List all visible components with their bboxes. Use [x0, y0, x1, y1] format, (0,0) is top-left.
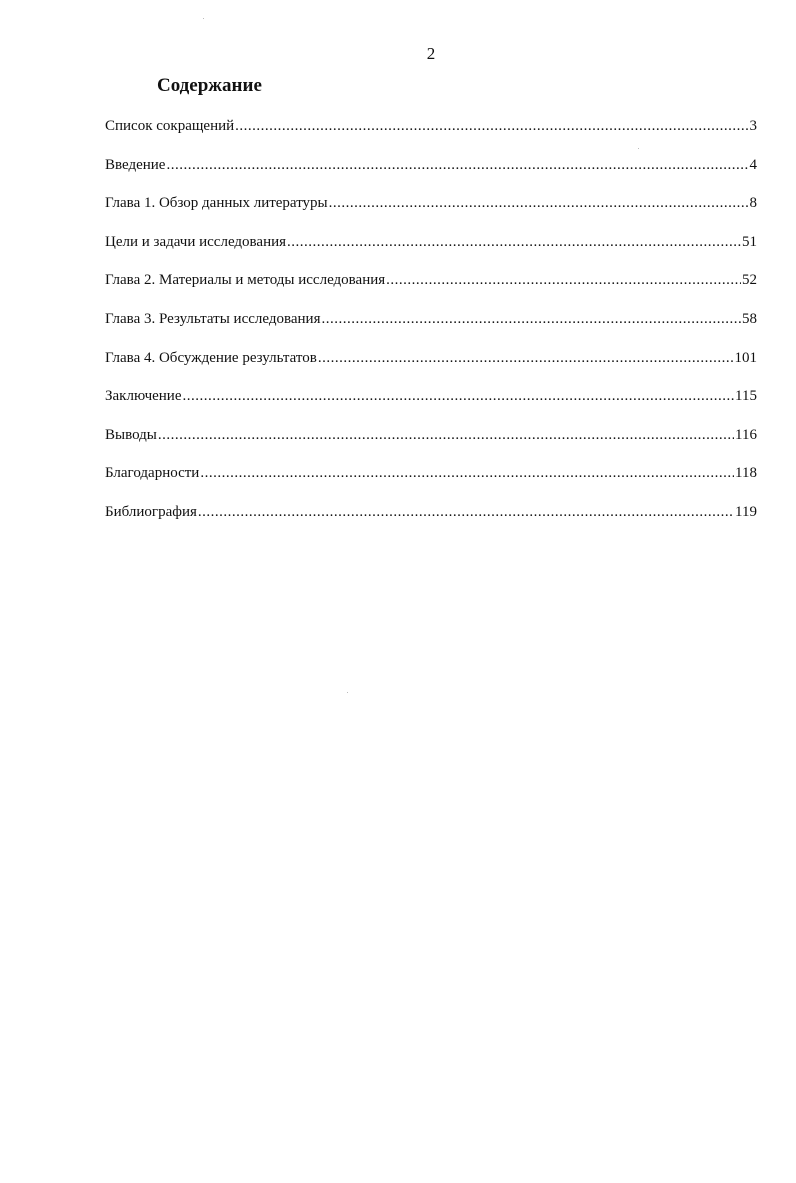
toc-entry-leader [235, 118, 748, 135]
toc-entry [105, 427, 757, 466]
scan-speck [638, 148, 639, 149]
toc-entry-leader [200, 465, 734, 482]
toc-entry-page: 4 [749, 156, 757, 173]
toc-entry-leader [287, 234, 741, 251]
toc-entry-leader [183, 388, 735, 405]
table-of-contents [105, 118, 757, 543]
page-title: Содержание [157, 75, 262, 96]
page-number: 2 [426, 44, 436, 63]
toc-entry [105, 465, 757, 504]
toc-entry-page: 52 [742, 272, 757, 289]
toc-entry-label: Благодарности [105, 465, 200, 482]
scan-speck [203, 18, 204, 19]
toc-entry-page: 8 [749, 195, 757, 212]
toc-entry [105, 311, 757, 350]
toc-entry-leader [321, 311, 741, 328]
toc-entry-leader [329, 195, 749, 212]
toc-entry-leader [386, 272, 741, 289]
toc-entry-label: Цели и задачи исследования [105, 233, 287, 250]
toc-entry [105, 157, 757, 196]
toc-entry-label: Заключение [105, 388, 182, 405]
toc-entry-page: 3 [749, 118, 757, 134]
toc-entry-label: Глава 1. Обзор данных литературы [105, 195, 328, 212]
toc-entry-page: 101 [734, 349, 757, 366]
toc-entry [105, 388, 757, 427]
toc-entry-leader [158, 427, 734, 444]
toc-entry [105, 272, 757, 311]
toc-entry-page: 58 [742, 310, 757, 327]
toc-entry-label: Список сокращений [105, 118, 235, 134]
scan-speck [347, 692, 348, 693]
toc-entry-page: 115 [735, 388, 757, 405]
toc-entry-label: Библиография [105, 503, 197, 520]
toc-entry-page: 119 [735, 503, 757, 520]
toc-entry-page: 116 [735, 426, 757, 443]
toc-entry-label: Глава 4. Обсуждение результатов [105, 349, 317, 366]
toc-entry [105, 350, 757, 389]
toc-entry-page: 51 [742, 233, 757, 250]
toc-entry-label: Введение [105, 156, 166, 173]
toc-entry-leader [198, 504, 734, 521]
toc-entry-label: Глава 2. Материалы и методы исследования [105, 272, 386, 289]
toc-entry-page: 118 [735, 465, 757, 482]
toc-entry-leader [166, 157, 748, 174]
toc-entry [105, 195, 757, 234]
toc-entry-leader [318, 350, 734, 367]
toc-entry [105, 234, 757, 273]
toc-entry-label: Выводы [105, 426, 157, 443]
toc-entry [105, 118, 757, 157]
toc-entry [105, 504, 757, 543]
toc-entry-label: Глава 3. Результаты исследования [105, 310, 321, 327]
